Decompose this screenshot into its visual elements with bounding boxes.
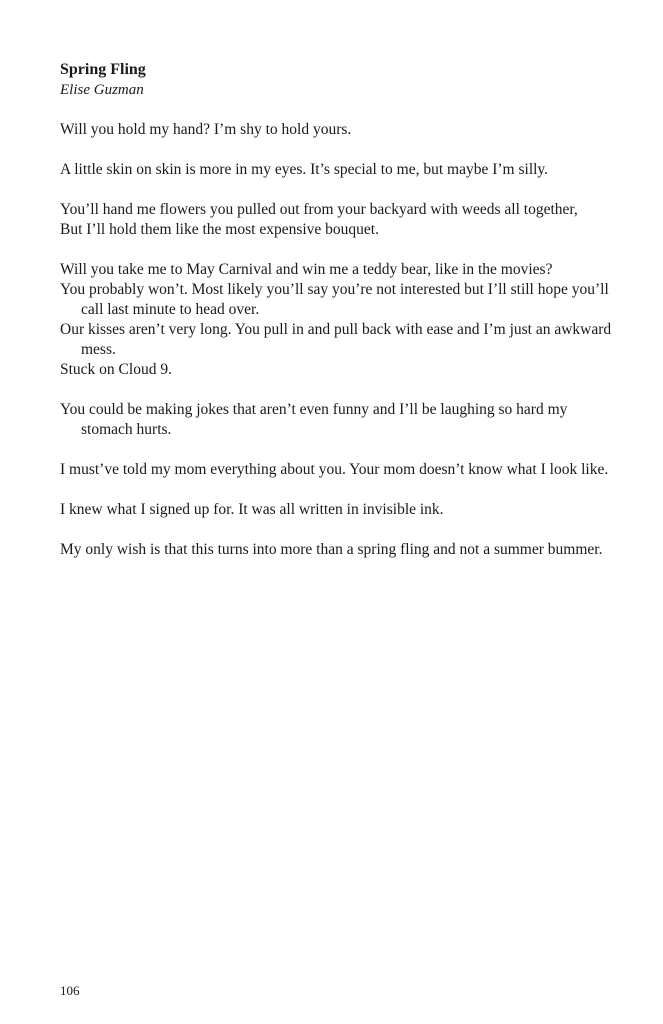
page-number: 106 (60, 983, 80, 998)
stanza-1 (60, 120, 620, 140)
poem-line: But I’ll hold them like the most expensive bouquet. (60, 221, 379, 238)
poem-line: Our kisses aren’t very long. You pull in and pull back with ease and I’m just an awkward mess. (60, 321, 612, 358)
poem-line: You could be making jokes that aren’t even funny and I’ll be laughing so hard my stomach hurts. (60, 401, 568, 438)
poem-line: Will you hold my hand? I’m shy to hold yours. (60, 121, 352, 138)
poem-line: A little skin on skin is more in my eyes. It’s special to me, but maybe I’m silly. (60, 161, 549, 178)
poem-line: You’ll hand me flowers you pulled out from your backyard with weeds all together, (60, 201, 578, 218)
poem-line: You probably won’t. Most likely you’ll say you’re not interested but I’ll still hope you’ll call last minute to head over. (60, 281, 609, 318)
stanza-8 (60, 540, 620, 560)
poem-line: Stuck on Cloud 9. (60, 361, 172, 378)
poem-page (60, 60, 620, 580)
poem-line: Will you take me to May Carnival and win me a teddy bear, like in the movies? (60, 261, 553, 278)
poem-line: I must’ve told my mom everything about you. Your mom doesn’t know what I look like. (60, 461, 609, 478)
poem-title: Spring Fling (60, 61, 146, 78)
stanza-2 (60, 160, 620, 180)
poem-author: Elise Guzman (60, 82, 144, 98)
stanza-7 (60, 500, 620, 520)
stanza-4 (60, 260, 620, 380)
stanza-3 (60, 200, 620, 240)
poem-line: I knew what I signed up for. It was all written in invisible ink. (60, 501, 444, 518)
stanza-6 (60, 460, 620, 480)
poem-line: My only wish is that this turns into more than a spring fling and not a summer bummer. (60, 541, 603, 558)
stanza-5 (60, 400, 620, 440)
